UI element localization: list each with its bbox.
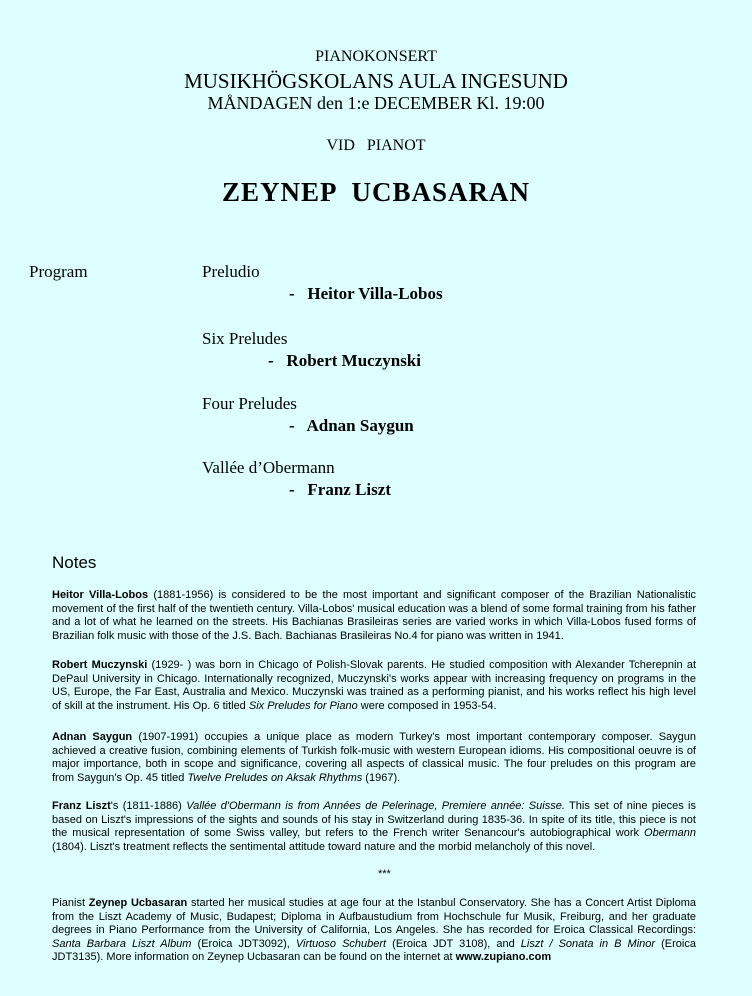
program-label: Program bbox=[29, 262, 88, 281]
note-liszt bbox=[52, 800, 696, 854]
note-text: (1907-1991) occupies a unique place as modern Turkey's most important contemporary composer. Saygun achieved a creative fusion, combining elements of Turkish folk-music with western European idioms. His compositional oeuvre is of major importance, both in scope and significance, covering all aspects of classical music. The four preludes on this program are from Saygun's Op. 45 titled bbox=[52, 731, 696, 784]
concert-type: PIANOKONSERT bbox=[315, 48, 437, 65]
section-separator: *** bbox=[378, 868, 391, 880]
note-villa-lobos bbox=[52, 589, 696, 643]
program-composer: - Robert Muczynski bbox=[268, 351, 421, 370]
performer-name-inline: Zeynep Ucbasaran bbox=[88, 897, 188, 909]
note-saygun bbox=[52, 731, 696, 785]
note-text: were composed in 1953-54. bbox=[357, 699, 497, 712]
program-work: Vallée d’Obermann bbox=[202, 458, 335, 477]
work-title: Obermann bbox=[644, 827, 696, 840]
note-muczynski bbox=[52, 659, 696, 713]
bio-text: (Eroica JDT3092), bbox=[191, 937, 296, 950]
note-text: (1967). bbox=[362, 771, 401, 784]
composer-name: Adnan Saygun bbox=[52, 731, 133, 743]
program-composer: - Adnan Saygun bbox=[289, 416, 414, 435]
bio-text: started her musical studies at age four at the Istanbul Conservatory. She has a Concert Artist Diploma from the Liszt Academy of Music, Budapest; Diploma in Aufbaustudium from Hochschule fur Musik, Freiburg, and her graduate degrees in Piano Performance from the University of California, Los Angeles. She has recorded for Eroica Classical Recordings: bbox=[52, 897, 696, 937]
venue: MUSIKHÖGSKOLANS AULA INGESUND bbox=[184, 69, 568, 93]
note-text: 's (1811-1886) bbox=[110, 800, 187, 812]
album-title: Liszt / Sonata in B Minor bbox=[520, 937, 656, 950]
work-title: Twelve Preludes on Aksak Rhythms bbox=[187, 771, 363, 784]
date-time: MÅNDAGEN den 1:e DECEMBER Kl. 19:00 bbox=[207, 93, 545, 113]
composer-name: Franz Liszt bbox=[52, 800, 111, 812]
composer-name: Robert Muczynski bbox=[52, 659, 148, 671]
work-title: Six Preludes for Piano bbox=[248, 699, 358, 712]
album-title: Santa Barbara Liszt Album bbox=[52, 937, 192, 950]
website-link[interactable]: www.zupiano.com bbox=[455, 951, 552, 964]
at-the-piano: VID PIANOT bbox=[326, 137, 426, 154]
program-composer: - Franz Liszt bbox=[289, 480, 391, 499]
bio-text: Pianist bbox=[52, 897, 89, 909]
note-text: This set of nine pieces is based on Liszt's impressions of the sights and sounds of his stay in Switzerland during 1835-36. In spite of its title, this piece is not the musical representation of some Swiss valley, but refers to the French writer Senancour's autobiographical work bbox=[52, 800, 697, 840]
note-text: (1881-1956) is considered to be the most important and significant composer of the Brazilian Nationalistic movement of the first half of the twentieth century. Villa-Lobos' musical education was a blend of some formal training from his father and a lot of what he learned on the streets. His Bachianas Brasileiras series are varied works in which Villa-Lobos fused forms of Brazilian folk music with those of the J.S. Bach. Bachianas Brasileiras No.4 for piano was written in 1941. bbox=[52, 589, 697, 642]
bio-text: (Eroica JDT3135). More information on Zeynep Ucbasaran can be found on the internet at bbox=[52, 937, 696, 964]
program-composer: - Heitor Villa-Lobos bbox=[289, 284, 443, 303]
program-work: Preludio bbox=[202, 262, 260, 281]
note-text: (1929- ) was born in Chicago of Polish-Slovak parents. He studied composition with Alexander Tcherepnin at DePaul University in Chicago. Internationally recognized, Muczynski's works appear with increasing frequency on programs in the US, Europe, the Far East, Australia and Mexico. Muczynski was trained as a performing pianist, and his works reflect his high level of skill at the instrument. His Op. 6 titled bbox=[52, 659, 696, 712]
composer-name: Heitor Villa-Lobos bbox=[52, 589, 149, 601]
performer-name: ZEYNEP UCBASARAN bbox=[221, 177, 531, 207]
note-text: (1804). Liszt's treatment reflects the sentimental attitude toward nature and the morbid melancholy of this novel. bbox=[52, 840, 596, 853]
work-title: Vallée d'Obermann is from Années de Pelerinage, Premiere année: Suisse. bbox=[186, 800, 565, 812]
program-work: Four Preludes bbox=[202, 394, 297, 413]
notes-heading: Notes bbox=[52, 553, 97, 572]
album-title: Virtuoso Schubert bbox=[295, 937, 387, 950]
bio-text: (Eroica JDT 3108), and bbox=[386, 937, 521, 950]
program-work: Six Preludes bbox=[202, 329, 288, 348]
performer-bio bbox=[52, 897, 696, 965]
